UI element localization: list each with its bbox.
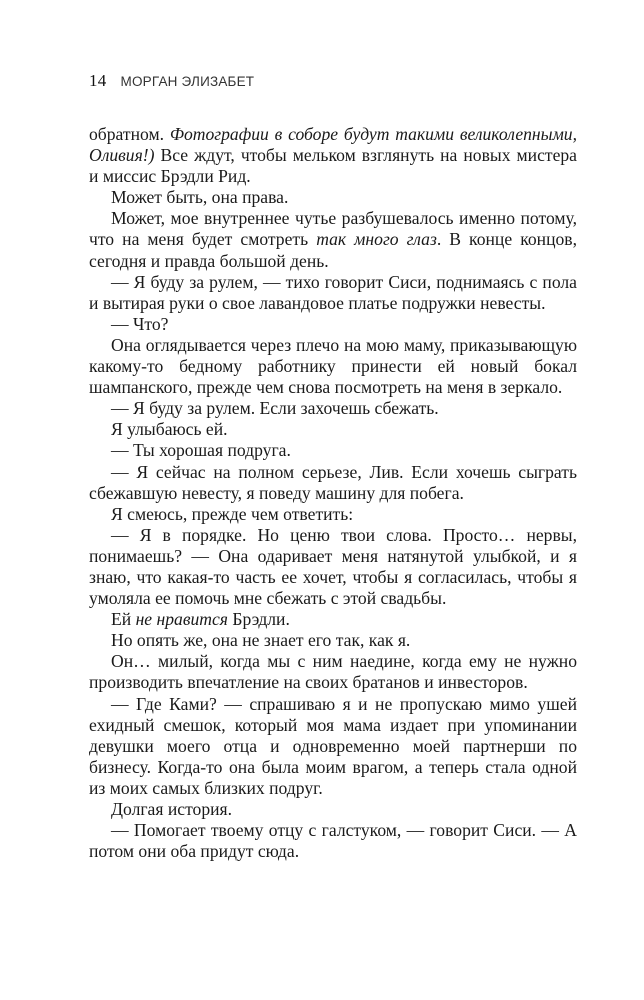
text-run: Ей: [111, 609, 136, 630]
text-run: Брэдли.: [227, 609, 290, 630]
paragraph: [89, 187, 577, 208]
text-run: . В конце концов, сегодня и правда большой день.: [89, 229, 577, 271]
text-run: Долгая история.: [111, 799, 233, 819]
paragraph: [89, 314, 577, 335]
running-head: [89, 71, 254, 91]
text-run: — Ты хорошая подруга.: [111, 440, 291, 461]
text-run: Она оглядывается через плечо на мою маму, приказывающую какому-то бедному работнику принести ей новый бокал шампанского, прежде чем снова посмотреть на меня в зеркало.: [89, 334, 577, 398]
paragraph: [89, 335, 577, 398]
italic-text: не нравится: [135, 609, 228, 630]
paragraph: [89, 419, 577, 440]
paragraph: [89, 609, 577, 630]
body-text: [89, 124, 577, 862]
paragraph: [89, 398, 577, 419]
text-run: — Где Ками? — спрашиваю я и не пропускаю мимо ушей ехидный смешок, который моя мама издает при упоминании девушки моего отца и одновременно моей партнерши по бизнесу. Когда-то она была моим врагом, а теперь стала одной из моих самых близких подруг.: [89, 693, 577, 798]
text-run: — Я сейчас на полном серьезе, Лив. Если хочешь сыграть сбежавшую невесту, я поведу машину для побега.: [89, 461, 577, 503]
text-run: Но опять же, она не знает его так, как я.: [111, 630, 411, 651]
text-run: Я смеюсь, прежде чем ответить:: [111, 503, 354, 524]
text-run: Может, мое внутреннее чутье разбушевалось именно потому, что на меня будет смотреть: [89, 208, 577, 250]
paragraph: [89, 694, 577, 799]
paragraph: [89, 272, 577, 314]
paragraph: [89, 208, 577, 271]
paragraph: [89, 630, 577, 651]
paragraph: [89, 124, 577, 187]
text-run: обратном.: [89, 124, 170, 144]
paragraph: [89, 799, 577, 820]
text-run: — Я буду за рулем, — тихо говорит Сиси, поднимаясь с пола и вытирая руки о свое лавандовое платье подружки невесты.: [89, 271, 577, 313]
text-run: — Я в порядке. Но ценю твои слова. Просто… нервы, понимаешь? — Она одаривает меня натянутой улыбкой, и я знаю, что какая-то часть ее хочет, чтобы я согласилась, чтобы я умоляла ее помочь мне сбежать с этой свадьбы.: [89, 524, 577, 609]
text-run: Он… милый, когда мы с ним наедине, когда ему не нужно производить впечатление на своих братанов и инвесторов.: [89, 651, 577, 693]
text-run: — Что?: [111, 313, 169, 334]
paragraph: [89, 504, 577, 525]
paragraph: [89, 820, 577, 862]
text-run: — Помогает твоему отцу с галстуком, — говорит Сиси. — А потом они оба придут сюда.: [89, 820, 577, 862]
italic-text: Фотографии в соборе будут такими великолепными, Оливия!): [89, 124, 578, 166]
italic-text: так много глаз: [316, 229, 437, 250]
text-run: Все ждут, чтобы мельком взглянуть на новых мистера и миссис Брэдли Рид.: [89, 145, 577, 187]
paragraph: [89, 525, 577, 609]
paragraph: [89, 440, 577, 461]
text-run: Может быть, она права.: [111, 187, 289, 208]
paragraph: [89, 462, 577, 504]
text-run: Я улыбаюсь ей.: [111, 419, 228, 440]
author-name: МОРГАН ЭЛИЗАБЕТ: [120, 74, 255, 89]
text-run: — Я буду за рулем. Если захочешь сбежать.: [111, 398, 439, 419]
paragraph: [89, 651, 577, 693]
page-number: 14: [89, 71, 107, 90]
